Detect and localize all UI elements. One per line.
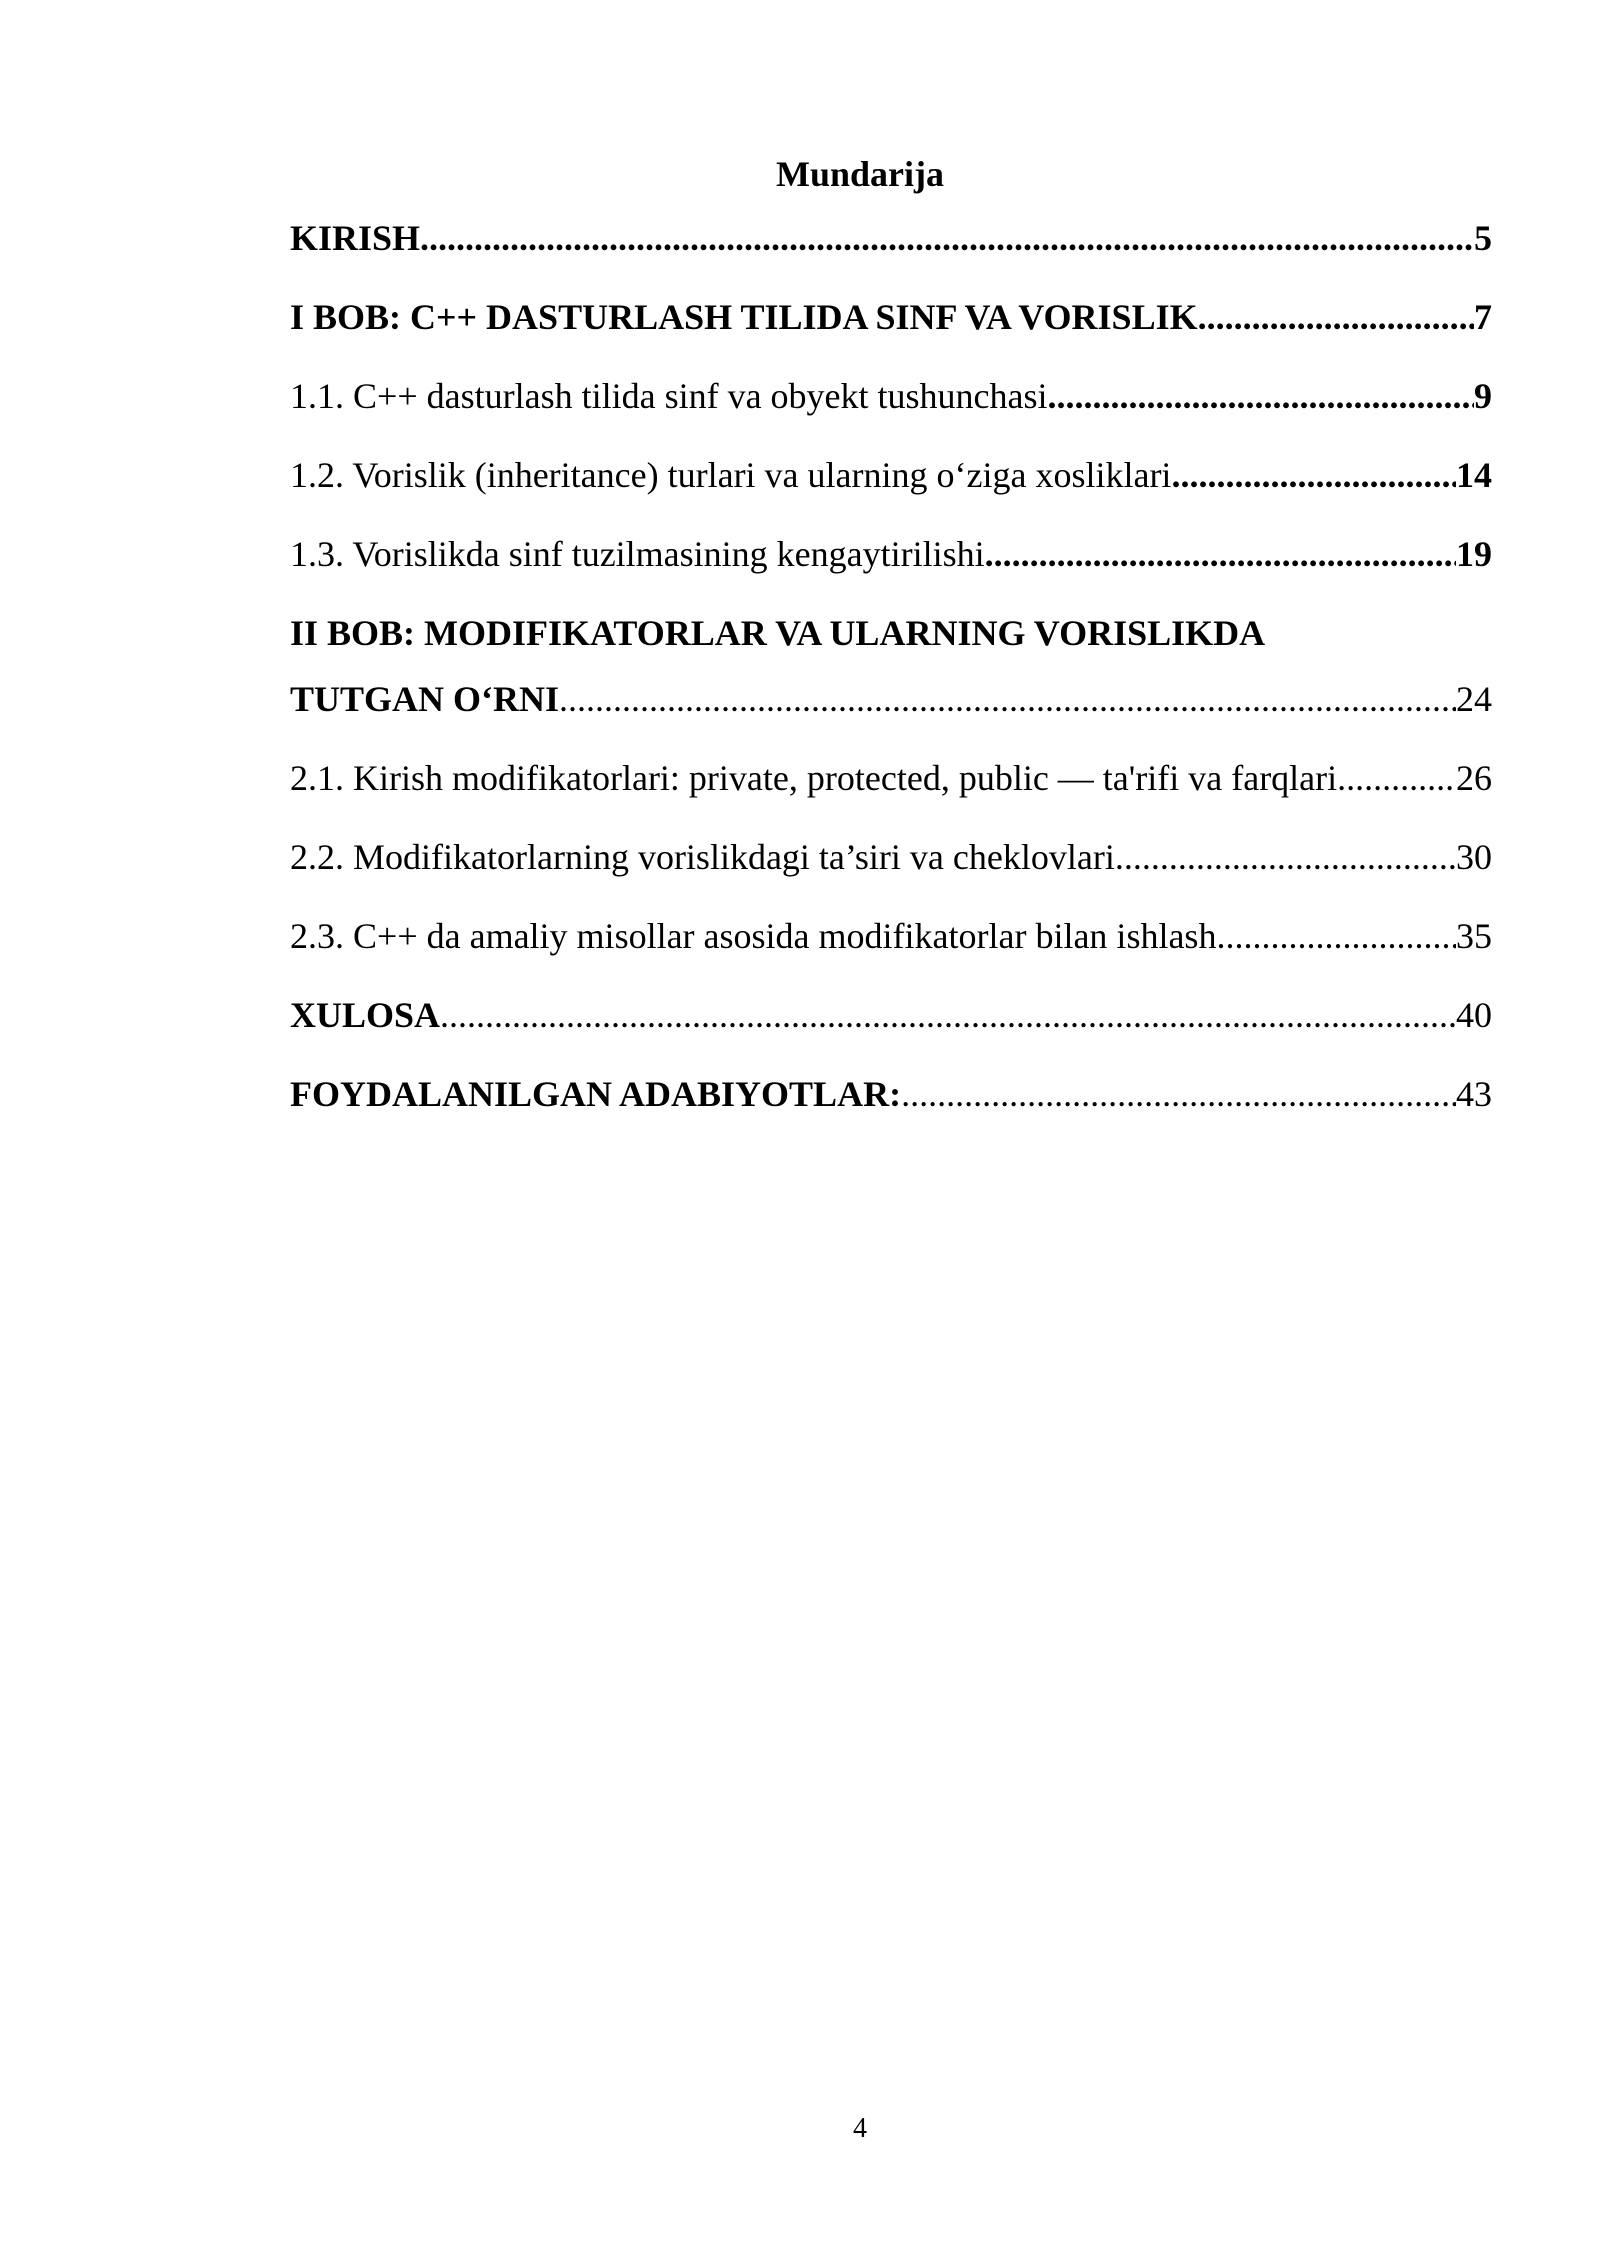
toc-entry-2-3[interactable] [290,914,1492,958]
toc-entry-adabiyotlar[interactable] [290,1072,1492,1116]
toc-dot-leader [1115,835,1456,879]
toc-page-number: 35 [1456,916,1492,956]
page-title: Mundarija [775,154,944,194]
toc-entry-title: FOYDALANILGAN ADABIYOTLAR: [290,1074,902,1114]
toc-dot-leader [901,1072,1456,1116]
toc-entry-2-1[interactable] [290,756,1492,800]
toc-entry-title: 2.1. Kirish modifikatorlari: private, protected, public — ta'rifi va farqlari [290,758,1338,798]
toc-dot-leader [985,532,1456,576]
toc-entry-title: XULOSA [290,995,441,1035]
toc-entry-2-2[interactable] [290,835,1492,879]
toc-entry-xulosa[interactable] [290,993,1492,1037]
toc-page-number: 9 [1474,376,1492,416]
toc-page-number: 40 [1456,995,1492,1035]
table-of-contents [290,216,1492,1151]
toc-entry-title: 1.1. C++ dasturlash tilida sinf va obyekt tushunchasi [290,376,1048,416]
toc-page-number: 26 [1456,758,1492,798]
toc-entry-1-2[interactable] [290,453,1492,497]
toc-dot-leader [1337,756,1456,800]
toc-page-number: 43 [1456,1074,1492,1114]
toc-dot-leader [1198,295,1474,339]
toc-dot-leader [1048,374,1474,418]
page-number: 4 [853,2113,867,2144]
toc-dot-leader [559,677,1456,721]
toc-page-number: 24 [1456,679,1492,719]
toc-entry-title: 2.3. C++ da amaliy misollar asosida modifikatorlar bilan ishlash [290,916,1217,956]
toc-dot-leader [440,993,1456,1037]
toc-page-number: 30 [1456,837,1492,877]
toc-dot-leader [1216,914,1456,958]
toc-page-number: 19 [1456,534,1492,574]
toc-entry-title: 2.2. Modifikatorlarning vorislikdagi ta’siri va cheklovlari [290,837,1115,877]
toc-entry-kirish[interactable] [290,216,1492,260]
toc-entry-title-line-1: II BOB: MODIFIKATORLAR VA ULARNING VORISLIKDA [290,613,1266,653]
toc-entry-title: I BOB: C++ DASTURLASH TILIDA SINF VA VORISLIK [290,297,1198,337]
toc-page-number: 5 [1474,218,1492,258]
toc-page-number: 14 [1456,455,1492,495]
toc-entry-1-1[interactable] [290,374,1492,418]
toc-entry-title: 1.2. Vorislik (inheritance) turlari va ularning o‘ziga xosliklari [290,455,1172,495]
toc-dot-leader [420,216,1474,260]
toc-page-number: 7 [1474,297,1492,337]
toc-entry-title-line-2: TUTGAN O‘RNI [290,679,560,719]
toc-entry-chapter-2[interactable] [290,611,1492,721]
toc-entry-chapter-1[interactable] [290,295,1492,339]
toc-entry-1-3[interactable] [290,532,1492,576]
toc-entry-title: 1.3. Vorislikda sinf tuzilmasining kengaytirilishi [290,534,985,574]
toc-dot-leader [1171,453,1456,497]
toc-entry-title: KIRISH [290,218,421,258]
